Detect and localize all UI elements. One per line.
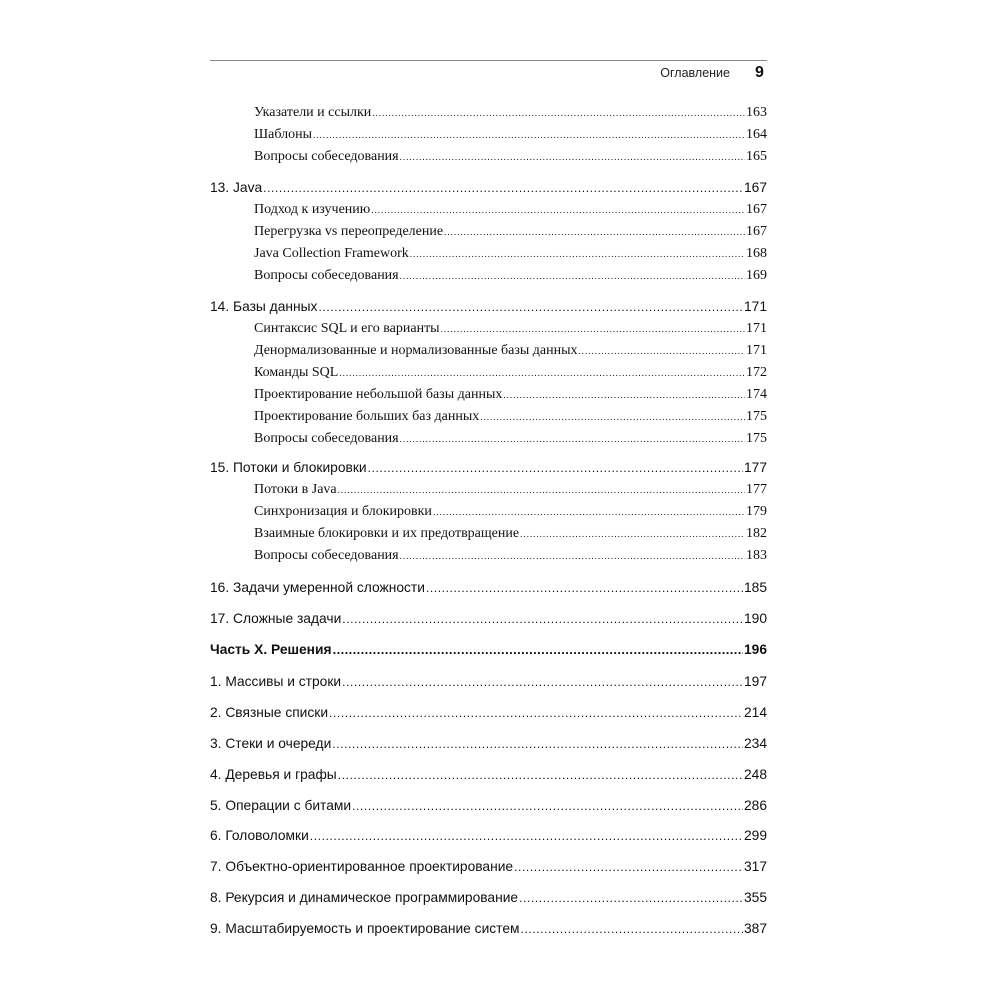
- dot-leader: [400, 431, 745, 447]
- toc-entry-title: Шаблоны: [254, 127, 312, 142]
- toc-entry-title: Вопросы собеседования: [254, 548, 399, 563]
- dot-leader: [310, 828, 743, 843]
- dot-leader: [441, 321, 745, 337]
- dot-leader: [372, 105, 745, 121]
- toc-chapter: [210, 180, 767, 195]
- dot-leader: [263, 180, 743, 195]
- toc-chapter-page: 248: [743, 767, 767, 782]
- dot-leader: [333, 642, 743, 657]
- toc-entry-page: 172: [746, 365, 767, 380]
- header-rule: [210, 60, 767, 61]
- toc-entry-title: Команды SQL: [254, 365, 339, 380]
- toc-chapter-page: 190: [743, 611, 767, 626]
- toc-entry: [254, 548, 767, 564]
- toc-entry-title: Вопросы собеседования: [254, 431, 399, 446]
- toc-entry: [254, 105, 767, 121]
- toc-chapter-title: 14. Базы данных: [210, 299, 318, 314]
- toc-chapter-page: 177: [743, 460, 767, 475]
- dot-leader: [338, 482, 745, 498]
- toc-entry-page: 182: [746, 526, 767, 541]
- toc-entry-page: 179: [746, 504, 767, 519]
- toc-entry: [254, 202, 767, 218]
- toc-chapter: [210, 460, 767, 475]
- toc-chapter-title: 8. Рекурсия и динамическое программирование: [210, 890, 519, 905]
- dot-leader: [332, 736, 743, 751]
- toc-part-title: Часть X. Решения: [210, 642, 332, 657]
- dot-leader: [400, 548, 745, 564]
- toc-chapter: [210, 736, 767, 751]
- dot-leader: [480, 409, 745, 425]
- toc-entry-page: 163: [746, 105, 767, 120]
- toc-chapter-page: 387: [743, 921, 767, 936]
- dot-leader: [520, 526, 745, 542]
- toc-chapter: [210, 921, 767, 936]
- toc-entry: [254, 482, 767, 498]
- toc-chapter-title: 2. Связные списки: [210, 705, 329, 720]
- dot-leader: [410, 246, 745, 262]
- toc-entry: [254, 504, 767, 520]
- toc-chapter: [210, 299, 767, 314]
- toc-entry-page: 165: [746, 149, 767, 164]
- dot-leader: [503, 387, 745, 403]
- toc-chapter-page: 185: [743, 580, 767, 595]
- toc-entry-title: Проектирование небольшой базы данных: [254, 387, 503, 402]
- toc-entry-title: Потоки в Java: [254, 482, 337, 497]
- toc-entry-page: 177: [746, 482, 767, 497]
- toc-chapter-title: 7. Объектно-ориентированное проектирование: [210, 859, 514, 874]
- toc-entry-page: 167: [746, 202, 767, 217]
- toc-chapter-page: 214: [743, 705, 767, 720]
- toc-entry-page: 168: [746, 246, 767, 261]
- toc-entry-page: 171: [746, 343, 767, 358]
- dot-leader: [318, 299, 743, 314]
- toc-chapter-title: 4. Деревья и графы: [210, 767, 337, 782]
- toc-entry-title: Указатели и ссылки: [254, 105, 372, 120]
- toc-entry: [254, 431, 767, 447]
- dot-leader: [579, 343, 745, 359]
- toc-entry: [254, 365, 767, 381]
- toc-entry-title: Вопросы собеседования: [254, 268, 399, 283]
- toc-chapter-page: 317: [743, 859, 767, 874]
- toc-chapter-title: 3. Стеки и очереди: [210, 736, 332, 751]
- toc-chapter-page: 299: [743, 828, 767, 843]
- dot-leader: [352, 798, 743, 813]
- toc-entry-page: 175: [746, 431, 767, 446]
- toc-entry: [254, 246, 767, 262]
- toc-entry: [254, 127, 767, 143]
- dot-leader: [329, 705, 743, 720]
- toc-chapter-title: 1. Массивы и строки: [210, 674, 342, 689]
- toc-chapter-page: 197: [743, 674, 767, 689]
- dot-leader: [521, 921, 743, 936]
- toc-entry-page: 164: [746, 127, 767, 142]
- toc-entry-page: 169: [746, 268, 767, 283]
- toc-entry-title: Вопросы собеседования: [254, 149, 399, 164]
- toc-entry: [254, 387, 767, 403]
- dot-leader: [339, 365, 745, 381]
- toc-part-page: 196: [743, 642, 767, 657]
- toc-entry-title: Взаимные блокировки и их предотвращение: [254, 526, 520, 541]
- toc-entry-page: 167: [746, 224, 767, 239]
- dot-leader: [313, 127, 745, 143]
- toc-chapter: [210, 767, 767, 782]
- dot-leader: [514, 859, 743, 874]
- toc-entry-page: 171: [746, 321, 767, 336]
- toc-entry-title: Синхронизация и блокировки: [254, 504, 432, 519]
- toc-entry: [254, 343, 767, 359]
- toc-chapter-title: 9. Масштабируемость и проектирование систем: [210, 921, 520, 936]
- dot-leader: [342, 674, 743, 689]
- toc-entry: [254, 321, 767, 337]
- dot-leader: [426, 580, 743, 595]
- toc-entry-page: 174: [746, 387, 767, 402]
- toc-entry: [254, 149, 767, 165]
- dot-leader: [342, 611, 743, 626]
- toc-entry: [254, 268, 767, 284]
- toc-entry: [254, 224, 767, 240]
- dot-leader: [371, 202, 745, 218]
- toc-entry-page: 183: [746, 548, 767, 563]
- dot-leader: [368, 460, 743, 475]
- dot-leader: [433, 504, 745, 520]
- toc-entry-title: Синтаксис SQL и его варианты: [254, 321, 440, 336]
- toc-chapter: [210, 828, 767, 843]
- toc-entry: [254, 526, 767, 542]
- toc-entry-title: Java Collection Framework: [254, 246, 409, 261]
- toc-chapter-title: 16. Задачи умеренной сложности: [210, 580, 425, 595]
- toc-chapter: [210, 859, 767, 874]
- toc-chapter-page: 234: [743, 736, 767, 751]
- dot-leader: [444, 224, 745, 240]
- toc-chapter-page: 286: [743, 798, 767, 813]
- toc-entry-page: 175: [746, 409, 767, 424]
- toc-entry-title: Проектирование больших баз данных: [254, 409, 480, 424]
- toc-chapter-page: 355: [743, 890, 767, 905]
- toc-chapter: [210, 580, 767, 595]
- toc-chapter-page: 171: [743, 299, 767, 314]
- dot-leader: [400, 268, 745, 284]
- dot-leader: [338, 767, 743, 782]
- toc-chapter: [210, 674, 767, 689]
- toc-chapter: [210, 890, 767, 905]
- toc-chapter: [210, 611, 767, 626]
- toc-chapter-page: 167: [743, 180, 767, 195]
- toc-chapter-title: 5. Операции с битами: [210, 798, 352, 813]
- running-title: Оглавление: [660, 66, 730, 80]
- toc-entry-title: Перегрузка vs переопределение: [254, 224, 444, 239]
- toc-chapter-title: 6. Головоломки: [210, 828, 309, 843]
- dot-leader: [400, 149, 745, 165]
- toc-entry: [254, 409, 767, 425]
- dot-leader: [519, 890, 743, 905]
- toc-entry-title: Подход к изучению: [254, 202, 371, 217]
- page-number: 9: [755, 64, 764, 81]
- toc-part: [210, 642, 767, 657]
- toc-chapter: [210, 798, 767, 813]
- toc-chapter-title: 13. Java: [210, 180, 263, 195]
- toc-chapter: [210, 705, 767, 720]
- toc-chapter-title: 17. Сложные задачи: [210, 611, 342, 626]
- toc-entry-title: Денормализованные и нормализованные базы данных: [254, 343, 578, 358]
- toc-chapter-title: 15. Потоки и блокировки: [210, 460, 367, 475]
